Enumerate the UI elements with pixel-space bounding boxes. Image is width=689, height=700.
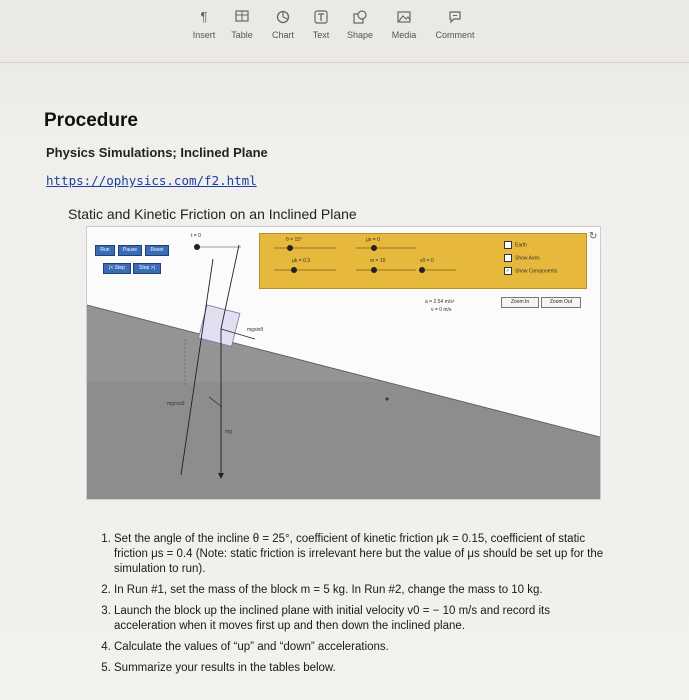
force-label-mgsin: mgsinθ [247,327,264,333]
shape-icon [352,10,368,24]
toolbar-insert[interactable]: ¶ Insert [192,9,216,40]
list-item: 1. Set the angle of the incline θ = 25°, coefficient of kinetic friction μk = 0.15, coefficient of static friction μs = 0.4 (Note: static friction is irrelevant here but the value of μs should be set up for the simulation to run). [114,532,612,577]
zoom-in-button[interactable]: Zoom In [501,297,539,308]
force-label-mg: mg [225,429,232,435]
ophysics-link[interactable]: https://ophysics.com/f2.html [46,173,257,188]
chart-icon [275,10,291,24]
time-readout: t = 0 [191,233,201,239]
toolbar-chart[interactable]: Chart [268,10,298,40]
simulation-screenshot [86,226,601,500]
simulation-title: Static and Kinetic Friction on an Inclined Plane [68,206,357,222]
step-back-button[interactable]: |< Step [103,263,131,274]
mass-label: m = 10 [370,258,386,264]
list-item: 2. In Run #1, set the mass of the block m = 5 kg. In Run #2, change the mass to 10 kg. [114,583,612,598]
procedure-heading: Procedure [44,110,138,131]
toolbar-shape[interactable]: Shape [343,10,377,40]
muk-label: μk = 0.3 [292,258,311,264]
run-button[interactable]: Run [95,245,115,256]
reset-button[interactable]: Reset [145,245,169,256]
velocity-readout: v = 0 m/s [431,307,452,313]
comment-icon [447,10,463,24]
zoom-out-button[interactable]: Zoom Out [541,297,581,308]
refresh-icon[interactable]: ↻ [589,231,598,242]
list-item: 5. Summarize your results in the tables below. [114,661,612,676]
earth-checkbox[interactable]: Earth [504,241,527,249]
checkmark-icon: ✓ [505,268,511,274]
incline-diagram [87,227,600,499]
procedure-steps [92,532,612,682]
v0-label: v0 = 0 [420,258,434,264]
list-item: 3. Launch the block up the inclined plane with initial velocity v0 = − 10 m/s and record its acceleration when it moves first up and then down the inclined plane. [114,604,612,634]
text-box-icon [313,10,329,24]
simulation-subtitle: Physics Simulations; Inclined Plane [46,145,268,160]
toolbar-text[interactable]: Text [309,10,333,40]
pause-button[interactable]: Pause [118,245,142,256]
angle-label: θ = 15° [286,237,303,243]
paragraph-icon: ¶ [200,9,208,24]
toolbar-media[interactable]: Media [387,10,421,40]
list-item: 4. Calculate the values of “up” and “down” accelerations. [114,640,612,655]
media-icon [396,10,412,24]
show-components-checkbox[interactable]: ✓ Show Components [505,268,558,275]
toolbar [0,0,689,63]
show-axes-checkbox[interactable]: Show Axes [504,254,540,262]
mus-label: μs = 0 [366,237,380,243]
toolbar-table[interactable]: Table [228,10,256,40]
toolbar-comment[interactable]: Comment [432,10,478,40]
table-icon [234,10,250,24]
force-label-mgcos: mgcosθ [167,401,185,407]
acceleration-readout: a = 2.54 m/s² [425,299,455,305]
step-forward-button[interactable]: Step >| [133,263,161,274]
